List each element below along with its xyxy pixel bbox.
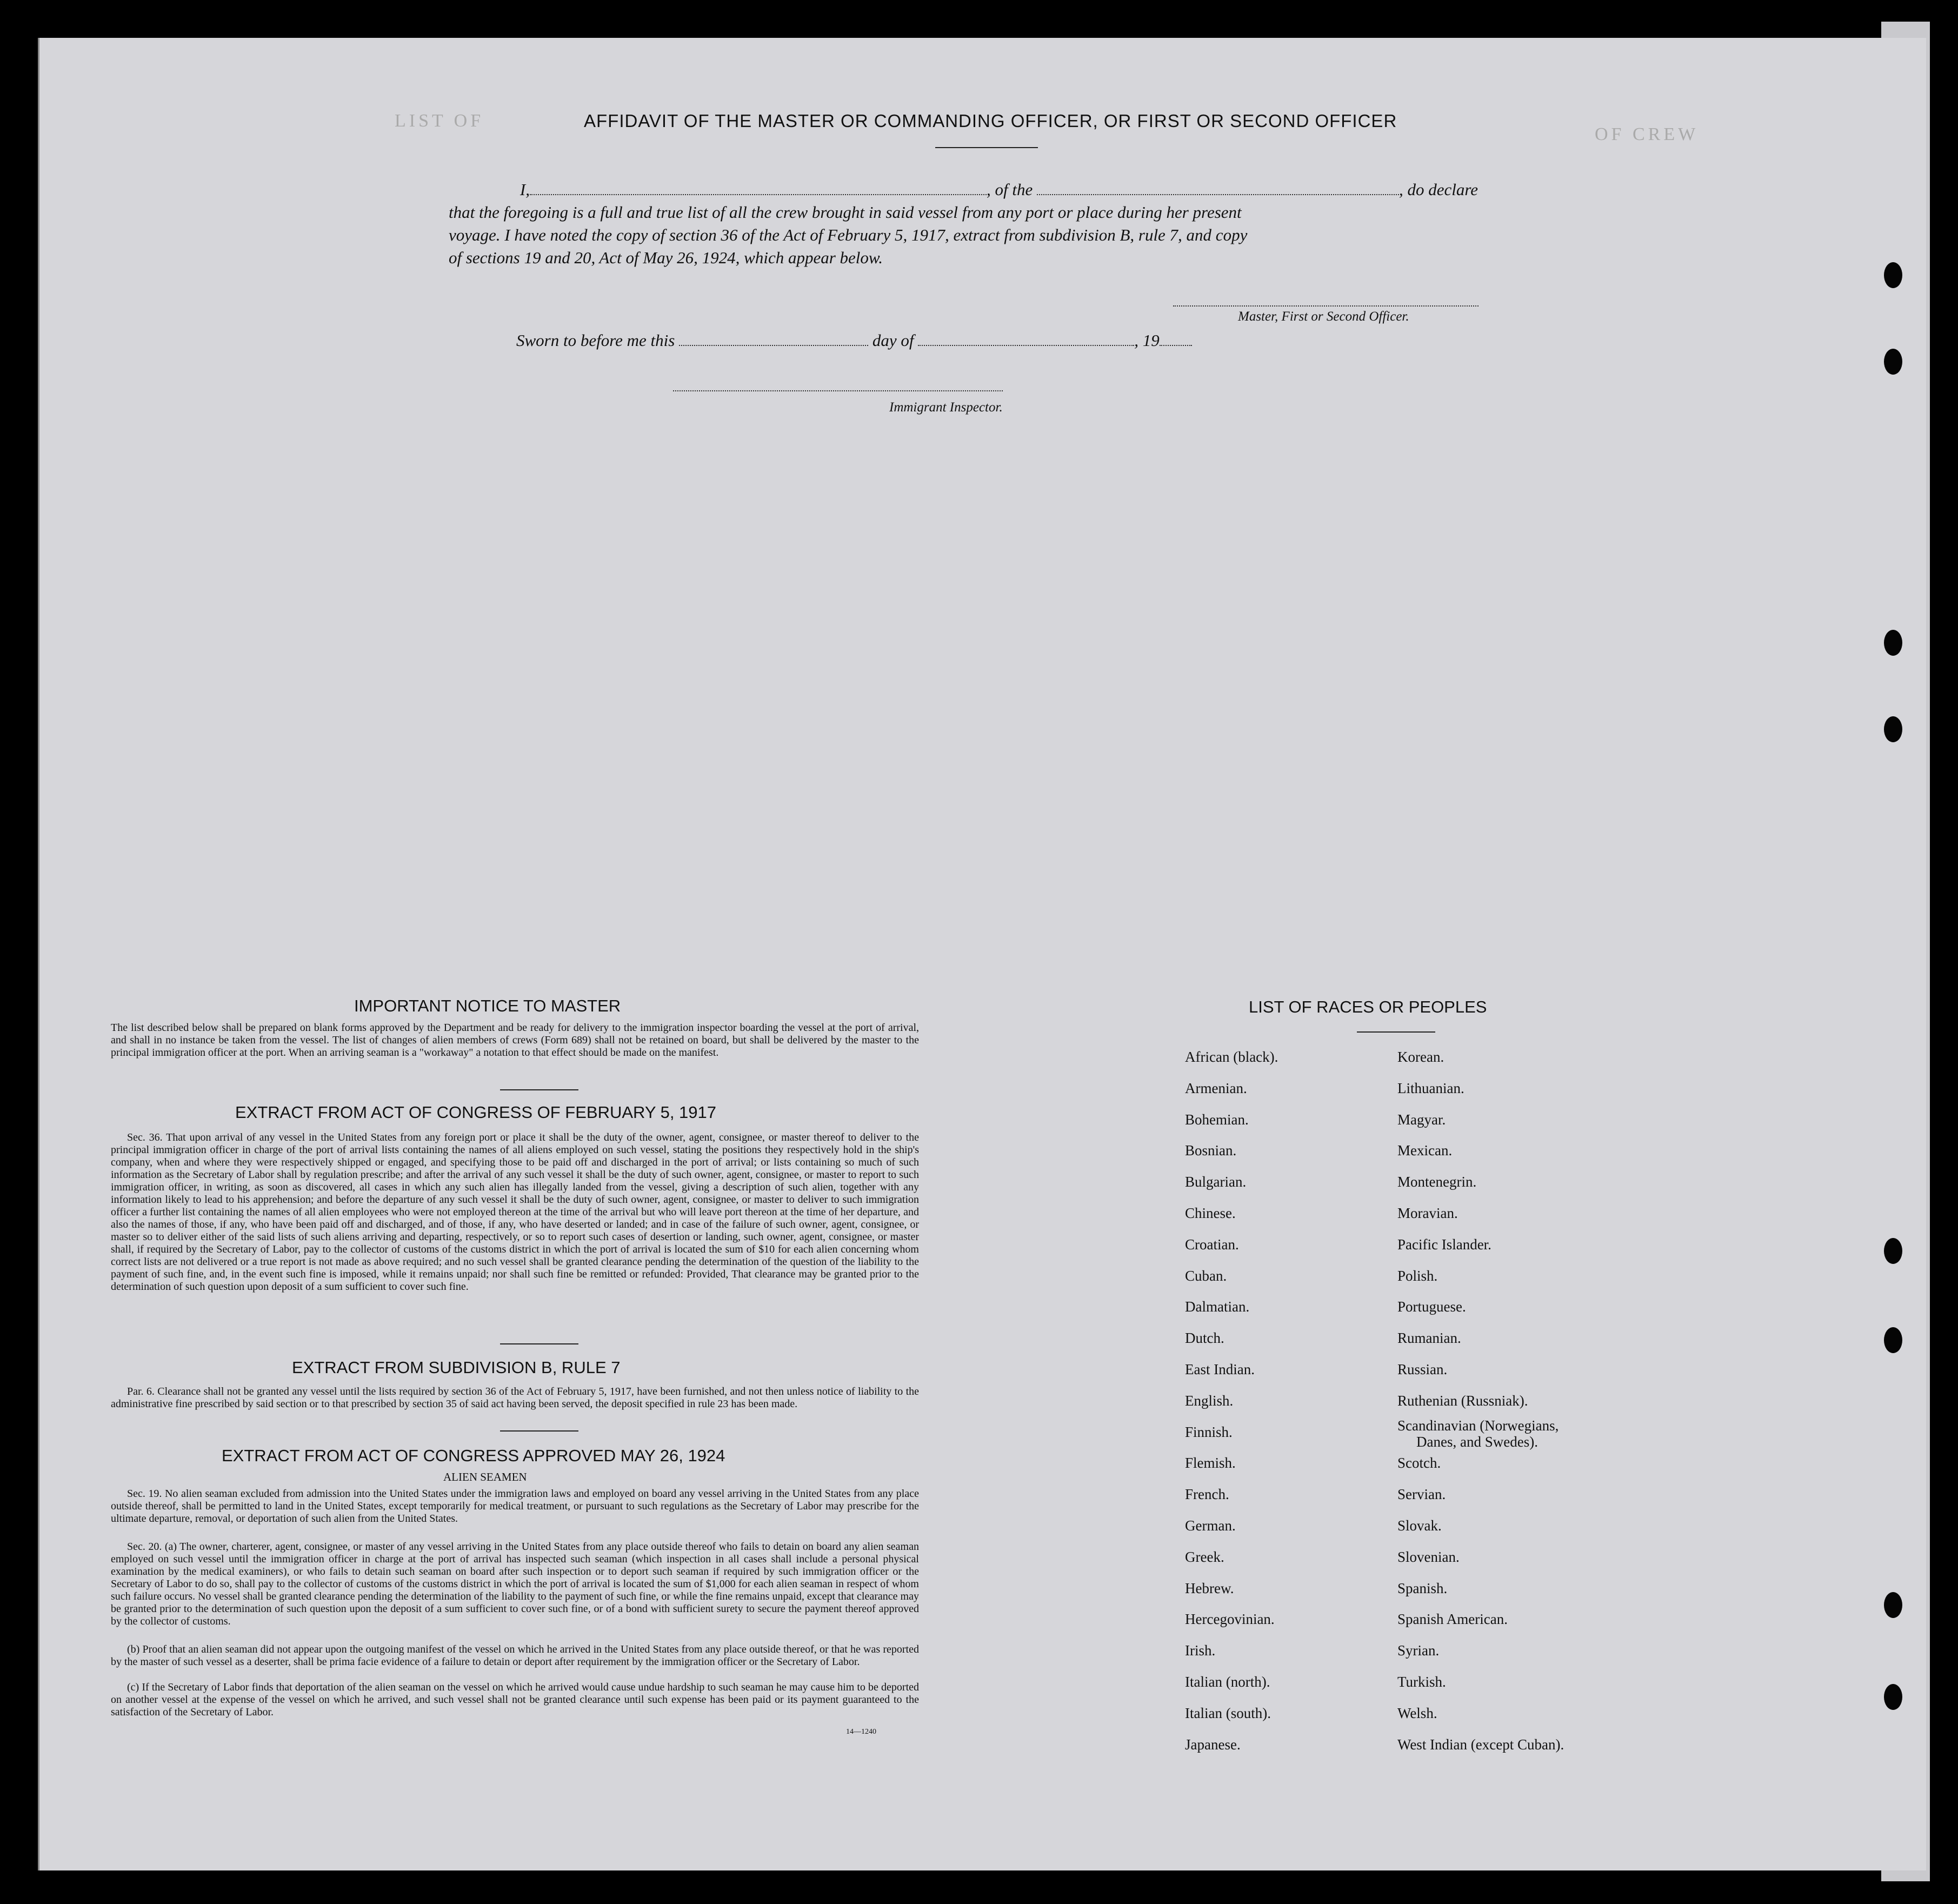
- race-item: Bohemian.: [1185, 1111, 1249, 1128]
- race-item: Lithuanian.: [1397, 1080, 1464, 1096]
- race-item: Servian.: [1397, 1486, 1446, 1503]
- name-blank[interactable]: [530, 194, 987, 195]
- punch-hole: [1884, 716, 1902, 742]
- affidavit-line-2: that the foregoing is a full and true list of all the crew brought in said vessel from any port or place during her present: [449, 203, 1242, 222]
- race-item: Greek.: [1185, 1548, 1224, 1565]
- vessel-blank[interactable]: [1037, 194, 1399, 195]
- affidavit-line-4: of sections 19 and 20, Act of May 26, 1924, which appear below.: [449, 248, 883, 267]
- race-item: Flemish.: [1185, 1455, 1236, 1472]
- race-item: Scotch.: [1397, 1455, 1441, 1472]
- race-item: Turkish.: [1397, 1674, 1446, 1690]
- race-item: German.: [1185, 1517, 1236, 1534]
- affidavit-body: [449, 178, 1519, 269]
- punch-hole: [1884, 349, 1902, 375]
- alien-seamen-subtitle: ALIEN SEAMEN: [443, 1470, 527, 1483]
- master-signature-line[interactable]: [1173, 305, 1479, 307]
- race-item: Armenian.: [1185, 1080, 1247, 1096]
- rule7-title: EXTRACT FROM SUBDIVISION B, RULE 7: [292, 1358, 621, 1377]
- divider: [1357, 1031, 1435, 1033]
- punch-hole: [1884, 262, 1902, 288]
- year-label: , 19: [1134, 331, 1160, 350]
- sworn-month-blank[interactable]: [918, 345, 1134, 346]
- race-item: Korean.: [1397, 1049, 1444, 1065]
- divider: [935, 147, 1038, 148]
- race-item: Irish.: [1185, 1642, 1216, 1659]
- race-item: Portuguese.: [1397, 1299, 1466, 1315]
- race-item: Slovak.: [1397, 1517, 1442, 1534]
- race-item: Spanish.: [1397, 1580, 1448, 1596]
- sec20c-text: (c) If the Secretary of Labor finds that deportation of the alien seaman on the vessel on which he arrived would cause undue hardship to such seaman he may cause him to be deported on another vessel at the expense of the vessel on which he arrived, and such vessel shall not be granted clearance until such expense has been paid or its payment guaranteed to the satisfaction of the Secretary of Labor.: [111, 1681, 919, 1718]
- punch-hole: [1884, 630, 1902, 656]
- race-item: Finnish.: [1185, 1423, 1233, 1440]
- race-item: English.: [1185, 1392, 1234, 1409]
- affidavit-i-label: I,: [520, 180, 530, 199]
- race-item: Dalmatian.: [1185, 1299, 1250, 1315]
- race-item: Italian (north).: [1185, 1674, 1270, 1690]
- race-item: African (black).: [1185, 1049, 1278, 1065]
- notice-title: IMPORTANT NOTICE TO MASTER: [354, 996, 621, 1015]
- race-item: Japanese.: [1185, 1736, 1241, 1753]
- race-item: Bosnian.: [1185, 1142, 1237, 1159]
- races-title: LIST OF RACES OR PEOPLES: [1249, 997, 1487, 1016]
- race-item: Croatian.: [1185, 1236, 1239, 1253]
- race-item: Magyar.: [1397, 1111, 1446, 1128]
- affidavit-line-3: voyage. I have noted the copy of section 36 of the Act of February 5, 1917, extract from subdivision B, rule 7, and copy: [449, 225, 1248, 244]
- race-item: Moravian.: [1397, 1205, 1458, 1221]
- extract-1917-title: EXTRACT FROM ACT OF CONGRESS OF FEBRUARY 5, 1917: [235, 1103, 717, 1122]
- punch-hole: [1884, 1238, 1902, 1264]
- race-item: French.: [1185, 1486, 1229, 1503]
- race-item-continuation: Danes, and Swedes).: [1416, 1434, 1538, 1450]
- race-item: Cuban.: [1185, 1267, 1227, 1284]
- sworn-line: [516, 331, 1192, 350]
- race-item: Slovenian.: [1397, 1548, 1460, 1565]
- affidavit-line-1: [449, 178, 1519, 201]
- rule7-text: Par. 6. Clearance shall not be granted any vessel until the lists required by section 36 of the Act of February 5, 1917, have been furnished, and not then unless notice of liability to the administrative fine prescribed by said section or to that prescribed by section 35 of said act having been served, the deposit specified in rule 23 has been made.: [111, 1386, 919, 1410]
- extract-1917-text: Sec. 36. That upon arrival of any vessel in the United States from any foreign port or place it shall be the duty of the owner, agent, consignee, or master thereof to deliver to the principal immigration officer in charge of the port of arrival lists containing the names of all aliens employed on such vessel, stating the positions they respectively hold in the ship's company, when and where they were respectively shipped or engaged, and specifying those to be paid off and discharged in the port of arrival; or lists containing so much of such information as the Secretary of Labor shall by regulation prescribe; and after the arrival of any such vessel it shall be the duty of such owner, agent, consignee, or master to report to such immigration officer, in writing, as soon as discovered, all cases in which any such alien has illegally landed from the vessel, giving a description of such alien, together with any information likely to lead to his apprehension; and before the departure of any such vessel it shall be the duty of such owner, agent, consignee, or master to deliver to such immigration officer a further list containing the names of all alien employees who were not employed thereon at the time of the arrival but who will leave port thereon at the time of her departure, and also the names of those, if any, who have been paid off and discharged, and of those, if any, who have deserted or landed; and in case of the failure of such owner, agent, consignee, or master so to deliver either of the said lists of such aliens arriving and departing, respectively, or so to report such cases of desertion or landing, such owner, agent, consignee, or master shall, if required by the Secretary of Labor, pay to the collector of customs of the customs district in which the port of arrival is located the sum of $10 for each alien concerning whom correct lists are not delivered or a true report is not made as above required; and no such vessel shall be granted clearance pending the determination of the question of the liability to the payment of such fine, and, in the event such fine is imposed, while it remains unpaid; nor shall such fine be remitted or refunded: Provided, That clearance may be granted prior to the determination of such question upon deposit of a sum sufficient to cover such fine.: [111, 1131, 919, 1293]
- sworn-label: Sworn to before me this: [516, 331, 675, 350]
- race-item: Chinese.: [1185, 1205, 1236, 1221]
- punch-hole: [1884, 1592, 1902, 1618]
- affidavit-title: AFFIDAVIT OF THE MASTER OR COMMANDING OFFICER, OR FIRST OR SECOND OFFICER: [584, 111, 1397, 131]
- race-item: Welsh.: [1397, 1705, 1437, 1721]
- race-item: Syrian.: [1397, 1642, 1440, 1659]
- bleed-through-text: LIST OF: [395, 111, 484, 131]
- sec20a-text: Sec. 20. (a) The owner, charterer, agent, consignee, or master of any vessel arriving in the United States from any place outside thereof who fails to detain on board any alien seaman employed on such vessel until the immigration officer in charge at the port of arrival has inspected such seaman (which inspection in all cases shall include a personal physical examination by the medical examiners), or who fails to detain such seaman on board after such inspection or to deport such seaman if required by such immigration officer or the Secretary of Labor to do so, shall pay to the collector of customs of the customs district in which the port of arrival is located the sum of $1,000 for each alien seaman in respect of whom such failure occurs. No vessel shall be granted clearance pending the determination of the liability to the payment of such fine, or while the fine remains unpaid, except that clearance may be granted prior to the determination of such question upon the deposit of a sum sufficient to cover such fine, or of a bond with sufficient surety to secure the payment thereof approved by the collector of customs.: [111, 1541, 919, 1627]
- punch-hole: [1884, 1327, 1902, 1353]
- inspector-label: Immigrant Inspector.: [889, 400, 1003, 415]
- notice-text: The list described below shall be prepared on blank forms approved by the Department and be ready for delivery to the immigration inspector boarding the vessel at the port of arrival, and shall in no instance be taken from the vessel. The list of changes of alien members of crews (Form 689) shall not be retained on board, but shall be delivered by the master to the principal immigration officer at the port. When an arriving seaman is a "workaway" a notation to that effect should be made on the manifest.: [111, 1022, 919, 1058]
- divider: [500, 1343, 578, 1344]
- divider: [500, 1430, 578, 1432]
- punch-hole: [1884, 1684, 1902, 1710]
- sworn-day-blank[interactable]: [679, 345, 868, 346]
- race-item: East Indian.: [1185, 1361, 1255, 1377]
- do-declare-label: , do declare: [1399, 180, 1479, 199]
- race-item: West Indian (except Cuban).: [1397, 1736, 1564, 1753]
- race-item: Hebrew.: [1185, 1580, 1234, 1596]
- master-signature-label: Master, First or Second Officer.: [1238, 309, 1409, 324]
- race-item: Rumanian.: [1397, 1330, 1461, 1347]
- race-item: Spanish American.: [1397, 1611, 1508, 1628]
- race-item: Ruthenian (Russniak).: [1397, 1392, 1528, 1409]
- sec20b-text: (b) Proof that an alien seaman did not appear upon the outgoing manifest of the vessel on which he arrived in the United States from any place outside thereof, or that he was reported by the master of such vessel as a deserter, shall be prima facie evidence of a failure to detain or deport after requirement by the immigration officer or the Secretary of Labor.: [111, 1643, 919, 1668]
- race-item: Dutch.: [1185, 1330, 1224, 1347]
- race-item: Scandinavian (Norwegians,: [1397, 1417, 1559, 1434]
- race-item: Hercegovinian.: [1185, 1611, 1275, 1628]
- inspector-signature-line[interactable]: [673, 390, 1003, 391]
- sec19-text: Sec. 19. No alien seaman excluded from admission into the United States under the immigration laws and employed on board any vessel arriving in the United States from any place outside thereof, shall be permitted to land in the United States, except temporarily for medical treatment, or pursuant to such regulations as the Secretary of Labor may prescribe for the ultimate departure, removal, or deportation of such alien from the United States.: [111, 1488, 919, 1524]
- race-item: Russian.: [1397, 1361, 1448, 1377]
- race-item: Montenegrin.: [1397, 1174, 1477, 1190]
- sworn-year-blank[interactable]: [1160, 345, 1192, 346]
- race-item: Italian (south).: [1185, 1705, 1271, 1721]
- race-item: Polish.: [1397, 1267, 1438, 1284]
- race-item: Mexican.: [1397, 1142, 1453, 1159]
- day-of-label: day of: [872, 331, 914, 350]
- race-item: Bulgarian.: [1185, 1174, 1247, 1190]
- bleed-through-text: OF CREW: [1595, 124, 1699, 144]
- form-number: 14—1240: [846, 1728, 876, 1736]
- extract-1924-title: EXTRACT FROM ACT OF CONGRESS APPROVED MAY 26, 1924: [222, 1446, 725, 1465]
- divider: [500, 1089, 578, 1090]
- of-the-label: , of the: [987, 180, 1033, 199]
- race-item: Pacific Islander.: [1397, 1236, 1491, 1253]
